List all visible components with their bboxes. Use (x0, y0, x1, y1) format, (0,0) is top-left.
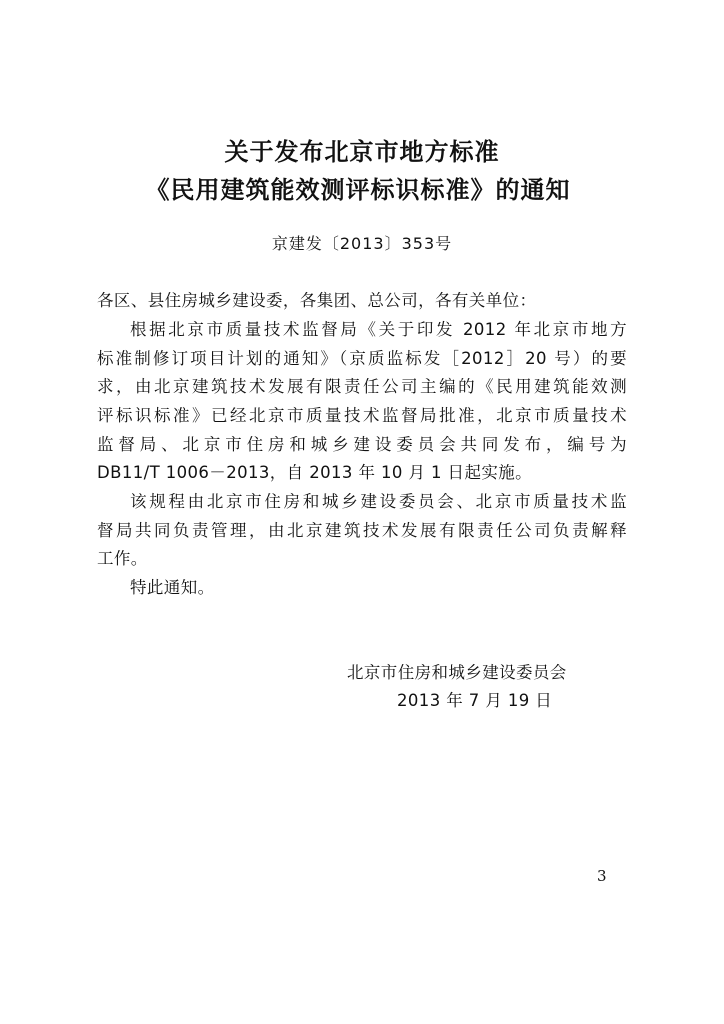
title-line-2: 《民用建筑能效测评标识标准》的通知 (145, 175, 571, 204)
document-number: 京建发〔2013〕353号 (271, 234, 453, 253)
paragraph-2-line-2: 督局共同负责管理，由北京建筑技术发展有限责任公司负责解释 (97, 521, 627, 540)
paragraph-1-line-6: DB11/T 1006－2013，自 2013 年 10 月 1 日起实施。 (97, 463, 533, 482)
signature-organization: 北京市住房和城乡建设委员会 (347, 663, 567, 682)
paragraph-1-line-1: 根据北京市质量技术监督局《关于印发 2012 年北京市地方 (130, 320, 627, 339)
paragraph-2-line-3: 工作。 (97, 549, 148, 568)
paragraph-1-line-5: 监督局、北京市住房和城乡建设委员会共同发布，编号为 (97, 435, 627, 454)
paragraph-1-line-3: 求，由北京建筑技术发展有限责任公司主编的《民用建筑能效测 (97, 377, 627, 396)
title-line-1: 关于发布北京市地方标准 (224, 137, 500, 166)
closing-line: 特此通知。 (130, 578, 215, 597)
paragraph-1-line-4: 评标识标准》已经北京市质量技术监督局批准，北京市质量技术 (97, 406, 627, 425)
paragraph-1-line-2: 标准制修订项目计划的通知》（京质监标发［2012］20 号）的要 (97, 349, 627, 368)
signature-date: 2013 年 7 月 19 日 (397, 691, 553, 710)
salutation: 各区、县住房城乡建设委，各集团、总公司，各有关单位： (97, 291, 537, 310)
page-number: 3 (597, 867, 607, 885)
paragraph-2-line-1: 该规程由北京市住房和城乡建设委员会、北京市质量技术监 (130, 492, 627, 511)
